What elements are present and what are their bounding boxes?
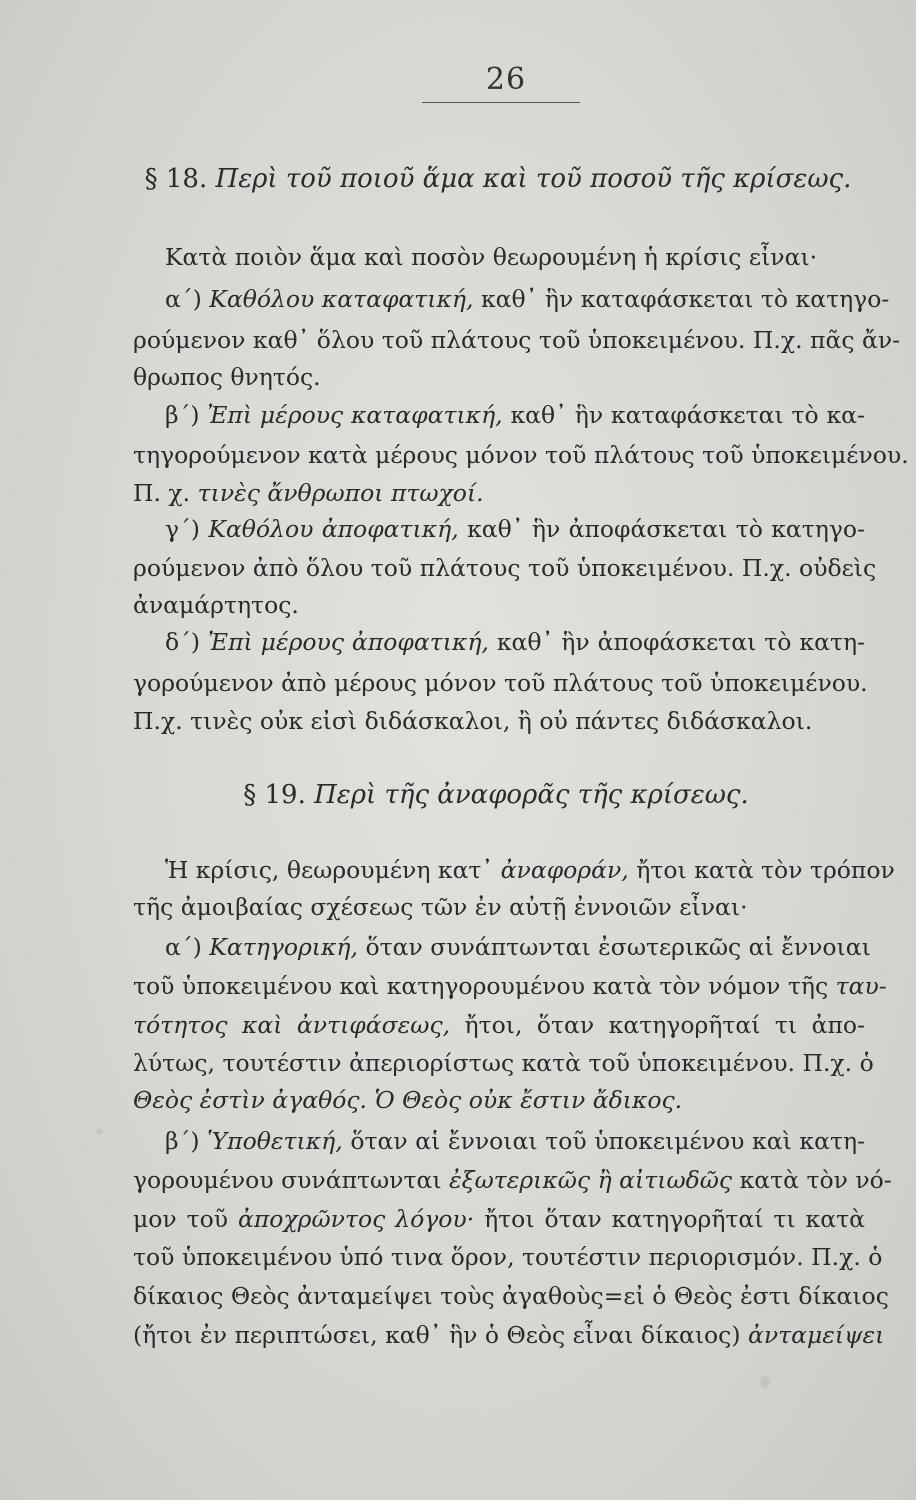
s19-b-line2-start: γορουμένου συνάπτωνται: [133, 1166, 442, 1194]
s18-b-term: Ἐπὶ μέρους καταφατική,: [207, 401, 503, 429]
s18-a-line2: ρούμενον καθ᾿ ὅλου τοῦ πλάτους τοῦ ὑποκειμένου. Π.χ. πᾶς ἄν-: [133, 326, 901, 354]
s19-b-line6-term: ἀνταμείψει: [748, 1321, 885, 1349]
paper-speck: [96, 1128, 103, 1135]
s18-c-line2: ρούμενον ἀπὸ ὅλου τοῦ πλάτους τοῦ ὑποκειμένου. Π.χ. οὐδεὶς: [133, 554, 877, 582]
s18-c-line3: ἀναμάρτητος.: [133, 591, 299, 619]
section-19-title: Περὶ τῆς ἀναφορᾶς τῆς κρίσεως.: [314, 780, 749, 810]
s19-a-law-term-cont: τότητος καὶ ἀντιφάσεως,: [133, 1011, 451, 1039]
section-19-number: § 19.: [243, 780, 306, 810]
s19-intro-line1-end: ἤτοι κατὰ τὸν τρόπον: [636, 856, 895, 884]
s18-b-line2: τηγορούμενον κατὰ μέρους μόνον τοῦ πλάτους τοῦ ὑποκειμένου.: [133, 441, 909, 469]
s19-a-line2: [133, 969, 887, 1003]
s18-b-example: τινὲς ἄνθρωποι πτωχοί.: [197, 479, 484, 507]
s18-d-line1: [165, 625, 865, 659]
s19-a-line3-text: ἤτοι, ὅταν κατηγορῆταί τι ἀπο-: [464, 1011, 865, 1039]
s18-b-example-prefix: Π. χ.: [133, 479, 191, 507]
s19-b-line1-text: ὅταν αἱ ἔννοιαι τοῦ ὑποκειμένου καὶ κατη-: [350, 1127, 865, 1155]
s19-b-line3-start: μον τοῦ: [133, 1205, 229, 1233]
s18-c-term: Καθόλου ἀποφατική,: [208, 515, 459, 543]
s19-a-law-term: ταυ-: [835, 972, 887, 1000]
s19-a-line5: [133, 1083, 865, 1117]
s19-b-line4: τοῦ ὑποκειμένου ὑπό τινα ὅρον, τουτέστιν περιορισμόν. Π.χ. ὁ: [133, 1243, 883, 1271]
s18-d-term: Ἐπὶ μέρους ἀποφατική,: [208, 628, 489, 656]
s19-intro-term: ἀναφοράν,: [500, 856, 629, 884]
s19-b-reason-term: ἀποχρῶντος λόγου·: [237, 1205, 475, 1233]
paper-speck: [760, 1376, 770, 1388]
section-19-heading: [38, 780, 916, 810]
s19-b-line2: [133, 1163, 892, 1197]
s18-d-line3: Π.χ. τινὲς οὐκ εἰσὶ διδάσκαλοι, ἢ οὐ πάντες διδάσκαλοι.: [133, 707, 813, 735]
s19-a-term: Κατηγορική,: [209, 933, 358, 961]
s19-b-line6: [133, 1318, 885, 1352]
s18-d-marker: δ΄): [165, 628, 201, 656]
s18-d-line2: γορούμενον ἀπὸ μέρους μόνον τοῦ πλάτους τοῦ ὑποκειμένου.: [133, 669, 868, 697]
s18-c-marker: γ΄): [165, 515, 200, 543]
s18-b-line1-text: καθ᾿ ἣν καταφάσκεται τὸ κα-: [510, 401, 865, 429]
header-rule: [422, 102, 580, 103]
s19-a-example: Θεὸς ἐστὶν ἀγαθός. Ὁ Θεὸς οὐκ ἔστιν ἄδικος.: [133, 1086, 683, 1114]
s18-a-marker: α΄): [165, 285, 202, 313]
s19-b-line3-end: ἤτοι ὅταν κατηγορῆταί τι κατὰ: [484, 1205, 865, 1233]
s18-d-line1-text: καθ᾿ ἣν ἀποφάσκεται τὸ κατη-: [496, 628, 865, 656]
s18-a-line3: θρωπος θνητός.: [133, 363, 321, 391]
s19-a-marker: α΄): [165, 933, 202, 961]
s19-b-line5: δίκαιος Θεὸς ἀνταμείψει τοὺς ἀγαθοὺς=εἰ ὁ Θεὸς ἐστι δίκαιος: [133, 1282, 889, 1310]
s18-b-marker: β΄): [165, 401, 200, 429]
s18-a-line1-text: καθ᾿ ἣν καταφάσκεται τὸ κατηγο-: [480, 285, 890, 313]
s19-a-line1: [165, 930, 871, 964]
s19-a-line4: λύτως, τουτέστιν ἀπεριορίστως κατὰ τοῦ ὑποκειμένου. Π.χ. ὁ: [133, 1049, 874, 1077]
s18-c-line1: [165, 512, 865, 546]
section-18-number: § 18.: [144, 164, 208, 194]
s18-b-line3: [133, 476, 865, 510]
s19-b-line3: [133, 1202, 865, 1236]
page-number: 26: [485, 62, 527, 97]
s19-b-line1: [165, 1124, 865, 1158]
s19-b-connection-term: ἐξωτερικῶς ἢ αἰτιωδῶς: [449, 1166, 733, 1194]
s19-intro-line1: [165, 853, 895, 887]
s18-intro: Κατὰ ποιὸν ἅμα καὶ ποσὸν θεωρουμένη ἡ κρίσις εἶναι·: [165, 243, 818, 271]
s18-a-term: Καθόλου καταφατική,: [209, 285, 474, 313]
section-18-heading: [40, 164, 916, 194]
s19-intro-line1-start: Ἡ κρίσις, θεωρουμένη κατ᾿: [165, 856, 494, 884]
section-18-title: Περὶ τοῦ ποιοῦ ἅμα καὶ τοῦ ποσοῦ τῆς κρίσεως.: [215, 164, 852, 194]
s18-c-line1-text: καθ᾿ ἣν ἀποφάσκεται τὸ κατηγο-: [467, 515, 865, 543]
s19-b-marker: β΄): [165, 1127, 200, 1155]
s19-b-term: Ὑποθετική,: [207, 1127, 343, 1155]
s19-a-line3: [133, 1008, 865, 1042]
s18-a-line1: [165, 282, 890, 316]
s19-intro-line2: τῆς ἀμοιβαίας σχέσεως τῶν ἐν αὐτῇ ἐννοιῶν εἶναι·: [133, 893, 748, 921]
s19-a-line2-text: τοῦ ὑποκειμένου καὶ κατηγορουμένου κατὰ τὸν νόμον τῆς: [133, 972, 829, 1000]
s19-a-line1-text: ὅταν συνάπτωνται ἐσωτερικῶς αἱ ἔννοιαι: [365, 933, 871, 961]
s18-b-line1: [165, 398, 865, 432]
s19-b-line6-text: (ἤτοι ἐν περιπτώσει, καθ᾿ ἣν ὁ Θεὸς εἶναι δίκαιος): [133, 1321, 741, 1349]
s19-b-line2-end: κατὰ τὸν νό-: [739, 1166, 892, 1194]
